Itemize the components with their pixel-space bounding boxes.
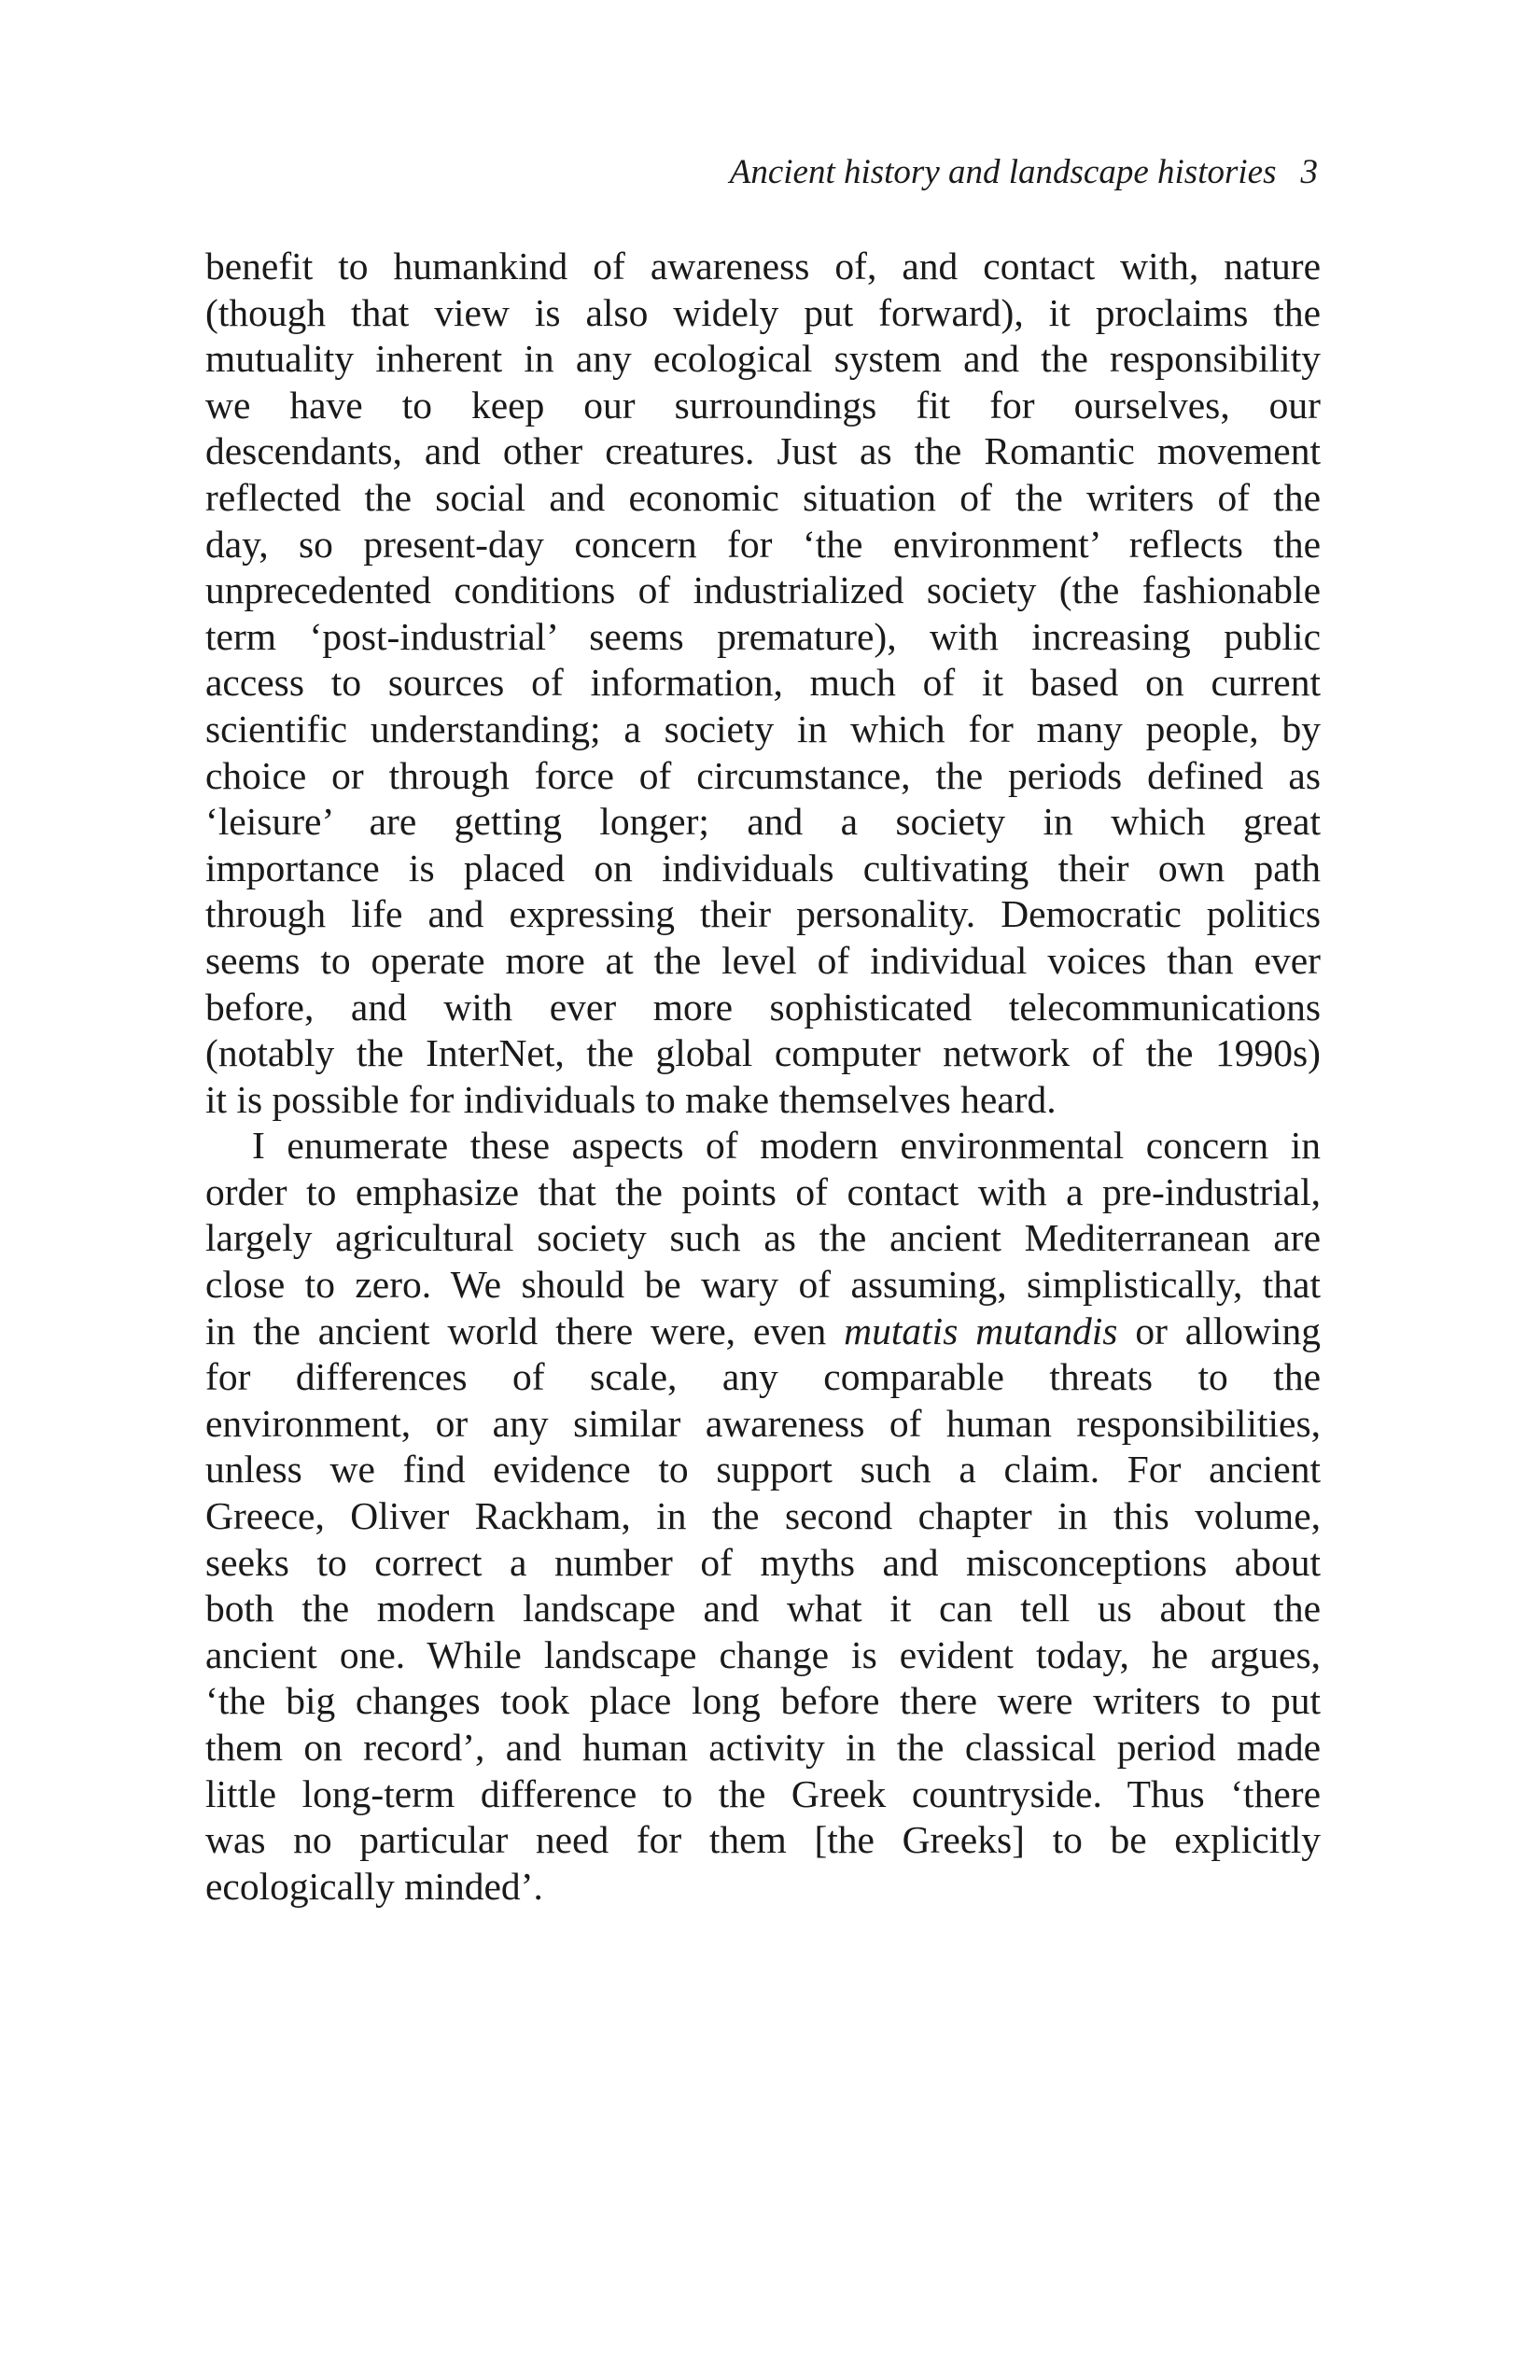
text-line: (though that view is also widely put forward), it proclaims the <box>205 290 1321 334</box>
running-head <box>730 151 1318 194</box>
text-line: (notably the InterNet, the global computer network of the 1990s) <box>205 1031 1321 1075</box>
text-line: close to zero. We should be wary of assuming, simplistically, that <box>205 1263 1321 1307</box>
text-line: unless we find evidence to support such a claim. For ancient <box>205 1448 1321 1491</box>
text-line: through life and expressing their personality. Democratic politics <box>205 892 1321 936</box>
text-line: both the modern landscape and what it can tell us about the <box>205 1587 1321 1631</box>
text-line: for differences of scale, any comparable threats to the <box>205 1355 1321 1399</box>
text-line: environment, or any similar awareness of human responsibilities, <box>205 1401 1321 1445</box>
text-line: scientific understanding; a society in which for many people, by <box>205 707 1321 750</box>
text-segment: in the ancient world there were, even <box>205 1309 827 1352</box>
text-line: ancient one. While landscape change is evident today, he argues, <box>205 1632 1321 1676</box>
italic-phrase: mutatis mutandis <box>844 1309 1118 1352</box>
text-line: unprecedented conditions of industrialized society (the fashionable <box>205 568 1321 612</box>
text-line: we have to keep our surroundings fit for ourselves, our <box>205 383 1321 427</box>
text-line: I enumerate these aspects of modern environmental concern in <box>252 1124 1321 1168</box>
text-line: seeks to correct a number of myths and misconceptions about <box>205 1540 1321 1584</box>
running-head-title: Ancient history and landscape histories <box>729 153 1277 191</box>
text-line: day, so present-day concern for ‘the environment’ reflects the <box>205 522 1321 566</box>
text-line: Greece, Oliver Rackham, in the second chapter in this volume, <box>205 1494 1321 1538</box>
text-line: access to sources of information, much of it based on current <box>205 661 1321 705</box>
text-line: was no particular need for them [the Greeks] to be explicitly <box>205 1818 1321 1862</box>
text-line: benefit to humankind of awareness of, and contact with, nature <box>205 245 1321 287</box>
text-line: them on record’, and human activity in the classical period made <box>205 1726 1321 1769</box>
text-line: reflected the social and economic situation of the writers of the <box>205 475 1321 519</box>
text-line: choice or through force of circumstance, the periods defined as <box>205 753 1321 797</box>
text-line: ‘leisure’ are getting longer; and a society in which great <box>205 800 1321 844</box>
text-line: largely agricultural society such as the ancient Mediterranean are <box>205 1216 1321 1260</box>
text-line: mutuality inherent in any ecological system and the responsibility <box>205 337 1321 381</box>
text-line: it is possible for individuals to make themselves heard. <box>205 1077 1057 1121</box>
text-segment: or allowing <box>1135 1309 1322 1352</box>
text-line: order to emphasize that the points of contact with a pre-industrial, <box>205 1169 1321 1213</box>
text-line: little long-term difference to the Greek countryside. Thus ‘there <box>205 1771 1321 1815</box>
text-line: descendants, and other creatures. Just as the Romantic movement <box>205 429 1321 473</box>
text-line: before, and with ever more sophisticated telecommunications <box>205 985 1321 1029</box>
body-text <box>205 244 1321 1910</box>
text-line: term ‘post-industrial’ seems premature), with increasing public <box>205 614 1321 658</box>
text-line: ‘the big changes took place long before there were writers to put <box>205 1679 1321 1723</box>
text-line-with-italic <box>205 1309 1321 1355</box>
text-line: ecologically minded’. <box>205 1864 543 1908</box>
text-line: seems to operate more at the level of individual voices than ever <box>205 938 1321 982</box>
page-number: 3 <box>1300 153 1318 191</box>
text-line: importance is placed on individuals cultivating their own path <box>205 846 1321 889</box>
